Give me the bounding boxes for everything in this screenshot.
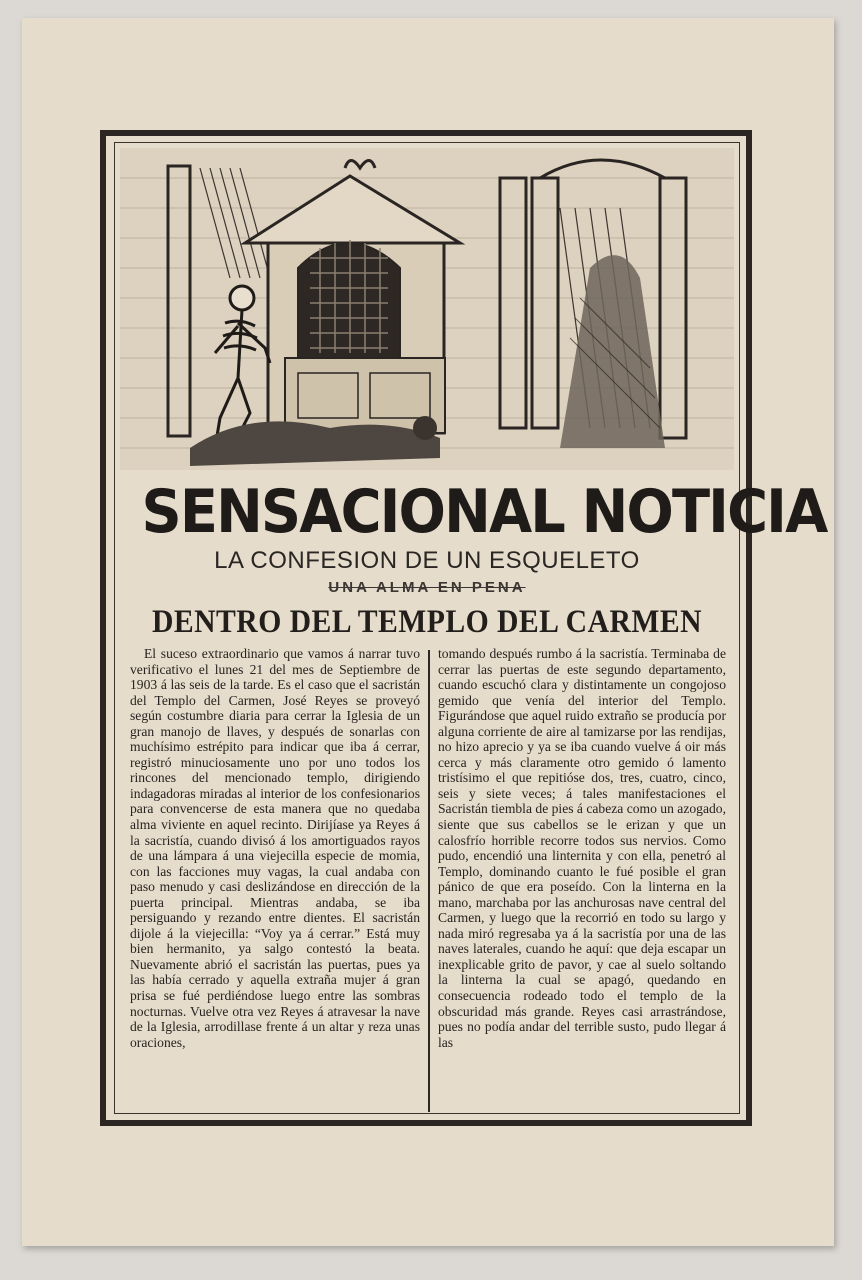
article-column-right — [438, 646, 726, 1116]
headline-kicker: UNA ALMA EN PENA — [328, 579, 526, 596]
article-column-left — [130, 646, 420, 1116]
skeleton-confessional-engraving-icon — [120, 148, 734, 470]
headline-location-title: DENTRO DEL TEMPLO DEL CARMEN — [151, 604, 703, 640]
headline-title: SENSACIONAL NOTICIA — [141, 477, 827, 547]
article-text-right: tomando después rumbo á la sacristía. Terminaba de cerrar las puertas de este segundo departamento, cuando escuchó clara y distintamente un congojoso gemido que venía del interior del Templo. Figurándose que aquel ruido extraño se producía por alguna corriente de aire al tamizarse por las rendijas, no hizo aprecio y ya se iba cuando vuelve á oir más cerca y más claramente otro gemido ó lamento tristísimo el que repitióse dos, tres, cuatro, cinco, seis y siete veces; á tales manifestaciones el Sacristán tiembla de pies á cabeza como un azogado, siente que sus cabellos se le erizan y que un calosfrío horrible recorre todos sus nervios. Como pudo, encendió una linternita y con ella, penetró al Templo, dominando cuanto le fué posible el gran pánico de que era poseído. Con la linterna en la mano, marchaba por las anchurosas nave central del Carmen, y luego que la recorrió en todo su largo y nada miró regresaba ya á la sacristía por una de las naves laterales, cuando he aquí: que deja escapar un inexplicable grito de pavor, y cae al suelo soltando la linterna la cual se apagó, quedando en consecuencia rodeado todo el templo de la obscuridad más grande. Reyes casi arrastrándose, pues no podía andar del terrible susto, pudo llegar á las — [438, 646, 726, 1050]
headline-subtitle: LA CONFESION DE UN ESQUELETO — [214, 547, 640, 574]
column-divider — [428, 650, 430, 1112]
article-text-left: El suceso extraordinario que vamos á narrar tuvo verificativo el lunes 21 del mes de Septiembre de 1903 á las seis de la tarde. Es el caso que el sacristán del Templo del Carmen, José Reyes se proveyó según costumbre diaria para cerrar la Iglesia de un gran manojo de llaves, y después de sonarlas con muchísimo estrépito para indicar que iba á cerrar, registró minuciosamente uno por uno todos los rincones del mencionado templo, dirigiendo indagadoras miradas al interior de los confesionarios para convencerse de esta manera que no quedaba alma viviente en aquel recinto. Dirijíase ya Reyes á la sacristía, cuando divisó á los amortiguados rayos de una lámpara á una viejecilla especie de momia, con las facciones muy vagas, la cual andaba con paso menudo y casi deslizándose en dirección de la puerta principal. Mientras andaba, se iba persiguando y rezando entre dientes. El sacristán dijole á la viejecilla: “Voy ya á cerrar.” Está muy bien hermanito, ya salgo contestó la beata. Nuevamente abrió el sacristán las puertas, pues ya las había cerrado y aquella extraña mujer á gran prisa se fué perdiéndose luego entre las sombras nocturnas. Vuelve otra vez Reyes á atravesar la nave de la Iglesia, arrodillase frente á un altar y reza unas oraciones, — [130, 646, 420, 1050]
